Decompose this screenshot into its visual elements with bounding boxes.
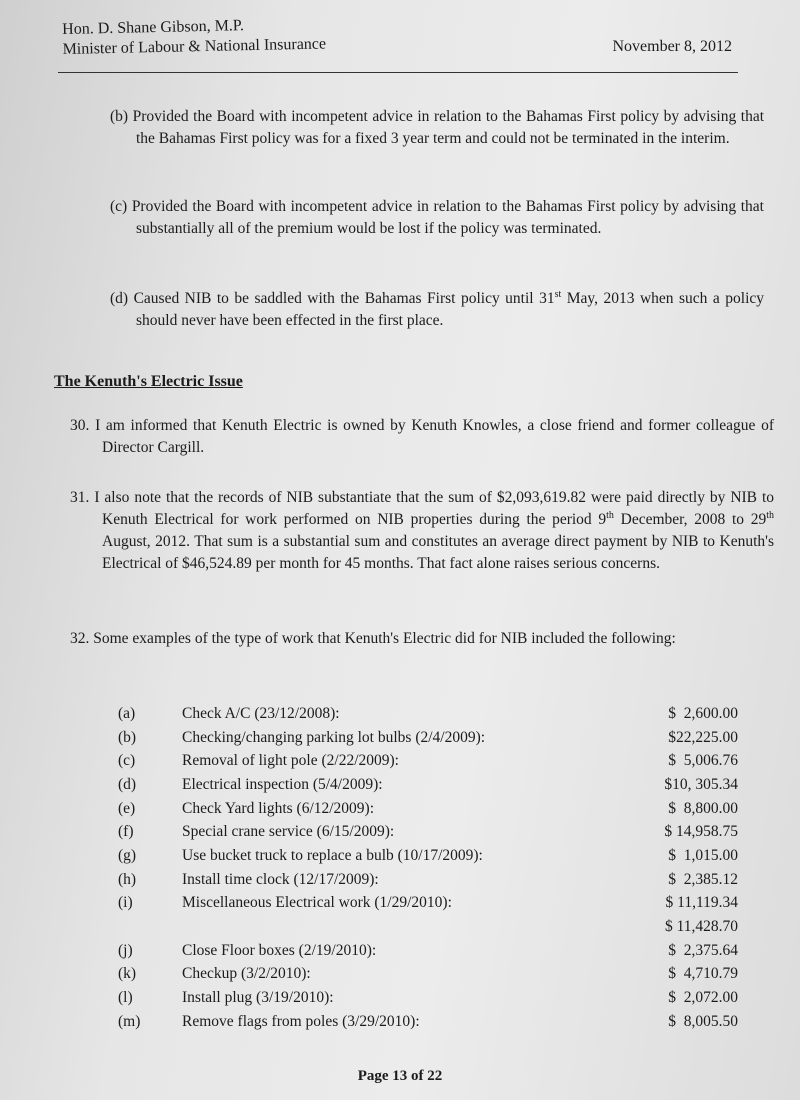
item-description: Use bucket truck to replace a bulb (10/17/2009): [182,846,483,864]
item-amount: $ 8,800.00 [668,799,738,817]
paragraph-text-part2: December, 2008 to 29 [613,511,767,528]
header-divider [58,72,738,73]
item-letter: (i) [118,894,133,912]
page-of-label: of [407,1068,428,1084]
item-description: Close Floor boxes (2/19/2010): [182,941,377,959]
sub-paragraph-text: Provided the Board with incompetent advice in relation to the Bahamas First policy by advising that substantially all of the premium would be lost if the policy was terminated. [131,198,764,237]
letter-header-sender [62,14,326,60]
paragraph-32 [70,628,774,650]
item-description: Remove flags from poles (3/29/2010): [182,1012,420,1030]
item-amount: $ 2,375.64 [668,941,738,959]
section-heading: The Kenuth's Electric Issue [54,373,243,390]
item-amount: $ 8,005.50 [668,1012,738,1030]
work-item [118,797,738,821]
item-amount: $ 1,015.00 [668,846,738,864]
paragraph-text: Some examples of the type of work that Kenuth's Electric did for NIB included the following: [93,630,676,647]
item-letter: (b) [118,728,137,746]
paragraph-number: 31. [70,489,90,506]
work-item [118,726,738,750]
item-description: Check A/C (23/12/2008): [182,704,340,722]
item-amount: $ 14,958.75 [664,823,738,841]
paragraph-31 [70,487,774,575]
work-item [118,986,738,1010]
sub-paragraph-c [110,196,764,240]
item-description: Special crane service (6/15/2009): [182,823,395,841]
item-letter: (a) [118,704,136,722]
item-description: Electrical inspection (5/4/2009): [182,775,383,793]
sub-paragraph-label: (b) [110,108,129,125]
item-amount: $ 2,072.00 [668,989,738,1007]
item-amount: $ 11,428.70 [664,918,738,936]
sub-paragraph-label: (d) [110,290,129,307]
sub-paragraph-d [110,288,764,332]
superscript: th [606,509,614,521]
work-item [118,773,738,797]
item-amount: $ 11,119.34 [665,894,738,912]
item-description: Check Yard lights (6/12/2009): [182,799,375,817]
item-letter: (m) [118,1012,141,1030]
item-letter: (c) [118,752,136,770]
page-footer [0,1068,800,1085]
paragraph-number: 30. [70,417,90,434]
work-item [118,820,738,844]
superscript: th [766,509,775,521]
sub-paragraph-text: Provided the Board with incompetent advice in relation to the Bahamas First policy by advising that the Bahamas First policy was for a fixed 3 year term and could not be terminated in the interim. [132,108,765,147]
item-letter: (j) [118,941,133,959]
item-letter: (k) [118,965,137,983]
work-items-list [118,702,738,1034]
item-amount: $10, 305.34 [664,775,738,793]
sender-title: Minister of Labour & National Insurance [62,35,327,58]
item-description: Install time clock (12/17/2009): [182,870,379,888]
paragraph-text-part3: August, 2012. That sum is a substantial sum and constitutes an average direct payment by NIB to Kenuth's Electrical of $46,524.89 per month for 45 months. That fact alone raises serious concerns. [102,533,774,572]
work-item [118,844,738,868]
item-amount: $ 5,006.76 [668,752,738,770]
paragraph-text-part1: I also note that the records of NIB substantiate that the sum of $2,093,619.82 were paid directly by NIB to Kenuth Electrical for work performed on NIB properties during the period 9 [94,489,775,528]
item-description: Checking/changing parking lot bulbs (2/4/2009): [182,728,486,746]
work-item [118,939,738,963]
paragraph-text: I am informed that Kenuth Electric is owned by Kenuth Knowles, a close friend and former colleague of Director Cargill. [95,417,775,456]
paragraph-number: 32. [70,630,90,647]
item-description: Install plug (3/19/2010): [182,989,334,1007]
work-item [118,892,738,916]
item-letter: (e) [118,799,136,817]
work-item-continuation [118,915,738,939]
sub-paragraph-b [110,106,764,150]
item-description: Checkup (3/2/2010): [182,965,311,983]
work-item [118,963,738,987]
sub-paragraph-label: (c) [110,198,128,215]
item-description: Miscellaneous Electrical work (1/29/2010): [182,894,452,912]
sub-paragraph-text-after: May, 2013 when such a policy should never have been effected in the first place. [136,290,765,329]
current-page-number: 13 [392,1068,408,1084]
item-amount: $ 2,385.12 [668,870,738,888]
item-amount: $ 4,710.79 [668,965,738,983]
item-letter: (h) [118,870,137,888]
work-item [118,749,738,773]
item-letter: (g) [118,846,137,864]
page-label: Page [357,1068,393,1084]
item-letter: (d) [118,775,137,793]
item-amount: $ 2,600.00 [668,704,738,722]
work-item [118,702,738,726]
header-date: November 8, 2012 [612,38,732,55]
item-letter: (l) [118,989,133,1007]
item-amount: $22,225.00 [668,728,738,746]
sub-paragraph-text-before: Caused NIB to be saddled with the Bahamas First policy until 31 [133,290,555,307]
work-item [118,1010,738,1034]
sender-name: Hon. D. Shane Gibson, M.P. [62,17,245,38]
item-letter: (f) [118,823,134,841]
total-page-count: 22 [427,1068,443,1084]
paragraph-30 [70,415,774,459]
work-item [118,868,738,892]
item-description: Removal of light pole (2/22/2009): [182,752,399,770]
superscript: st [554,288,562,300]
